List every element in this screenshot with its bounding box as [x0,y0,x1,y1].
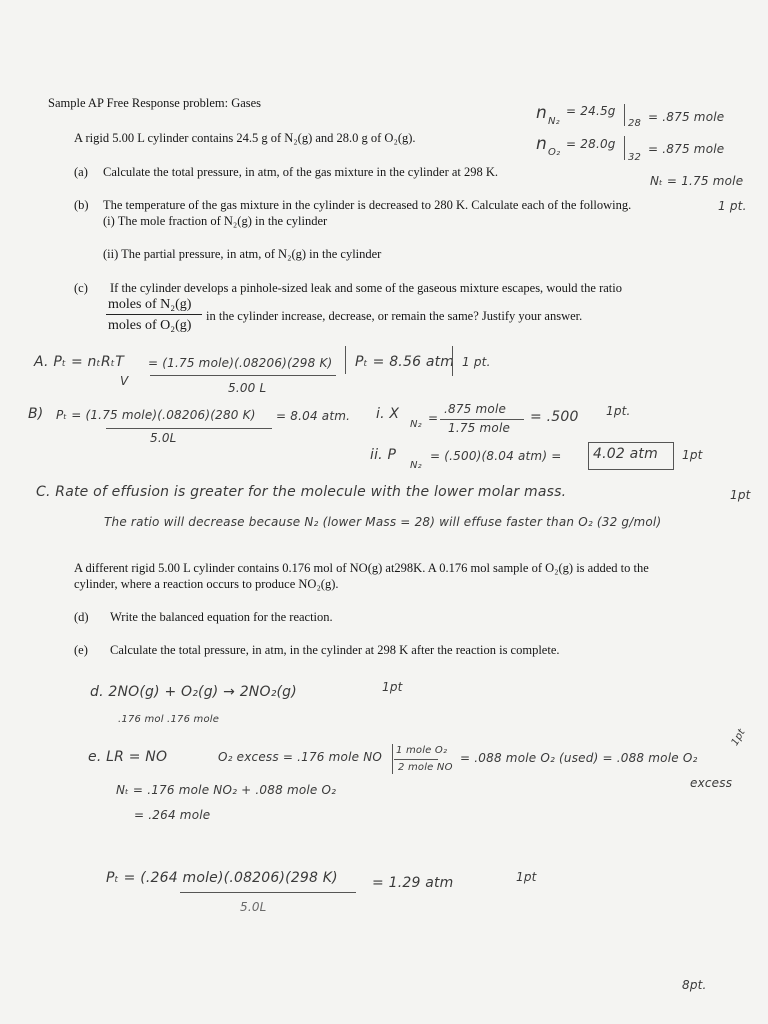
part2-intro-line1: A different rigid 5.00 L cylinder contains 0.176 mol of NO(g) at298K. A 0.176 mol sample of O₂(g) is added to the [74,561,649,575]
part-d-label: (d) [74,610,89,624]
part-c-ratio-numerator: moles of N₂(g) [108,297,192,312]
part-d-text: Write the balanced equation for the reaction. [110,610,333,624]
part-e-text: Calculate the total pressure, in atm, in the cylinder at 298 K after the reaction is complete. [110,643,560,657]
part-b-ii-text: (ii) The partial pressure, in atm, of N₂(g) in the cylinder [103,247,382,261]
part-e-label: (e) [74,643,88,657]
part-b-i-text: (i) The mole fraction of N₂(g) in the cylinder [103,214,328,228]
problem-intro: A rigid 5.00 L cylinder contains 24.5 g of N₂(g) and 28.0 g of O₂(g). [74,131,416,145]
worksheet-page: Sample AP Free Response problem: Gases A rigid 5.00 L cylinder contains 24.5 g of N₂(g) and 28.0 g of O₂(g). (a) Calculate the total pressure, in atm, of the gas mixture in the cylinder at 298 K. (b) The temperature of the gas mixture in the cylinder is decreased to 280 K. Calculate each of the following. (i) The mole fraction of N₂(g) in the cylinder (ii) The partial pressure, in atm, of N₂(g) in the cylinder (c) If the cylinder develops a pinhole-sized leak and some of the gaseous mixture escapes, would the ratio moles of N₂(g) moles of O₂(g) in the cylinder increase, decrease, or remain the same? Justify your answer. A different rigid 5.00 L cylinder contains 0.176 mol of NO(g) at298K. A 0.176 mol sample of O₂(g) is added to the cylinder, where a reaction occurs to produce NO₂(g). (d) Write the balanced equation for the reaction. (e) Calculate the total pressure, in atm, in the cylinder at 298 K after the reaction is complete. n N₂ = 24.5g 28 = .875 mole n O₂ = 28.0g 32 = .875 mole Nₜ = 1.75 mole 1 pt. A. Pₜ = nₜRₜT V = (1.75 mole)(.08206)(298 K) 5.00 L Pₜ = 8.56 atm 1 pt. B) Pₜ = (1.75 mole)(.08206)(280 K) 5.0L = 8.04 atm. i. X N₂ = .875 mole 1.75 mole = .500 1pt. ii. P N₂ = (.500)(8.04 atm) = 4.02 atm 1pt C. Rate of effusion is greater for the molecule with the lower molar mass. 1pt The ratio will decrease because N₂ (lower Mass = 28) will effuse faster than O₂ (32 g/mol) d. 2NO(g) + O₂(g) → 2NO₂(g) 1pt .176 mol .176 mole e. LR = NO O₂ excess = .176 mole NO 1 mole O₂ 2 mole NO = .088 mole O₂ (used) = .088 mole O₂ 1pt excess Nₜ = .176 mole NO₂ + .088 mole O₂ = .264 mole Pₜ = (.264 mole)(.08206)(298 K) 5.0L = 1.29 atm 1pt 8pt. [28,96,751,992]
part-a-label: (a) [74,165,88,179]
part-c-ratio-bar [106,314,202,315]
worksheet-title: Sample AP Free Response problem: Gases [48,96,262,110]
part-a-text: Calculate the total pressure, in atm, of the gas mixture in the cylinder at 298 K. [103,165,499,179]
part-c-ratio-denominator: moles of O₂(g) [108,318,192,333]
part-b-label: (b) [74,198,89,212]
total-points: 8pt. [682,978,707,992]
part-b-text: The temperature of the gas mixture in the cylinder is decreased to 280 K. Calculate each of the following. [103,198,632,212]
part-c-line1: If the cylinder develops a pinhole-sized leak and some of the gaseous mixture escapes, would the ratio [110,281,622,295]
part-c-label: (c) [74,281,88,295]
part2-intro-line2: cylinder, where a reaction occurs to produce NO₂(g). [74,577,339,591]
part-c-line2: in the cylinder increase, decrease, or remain the same? Justify your answer. [206,309,583,323]
